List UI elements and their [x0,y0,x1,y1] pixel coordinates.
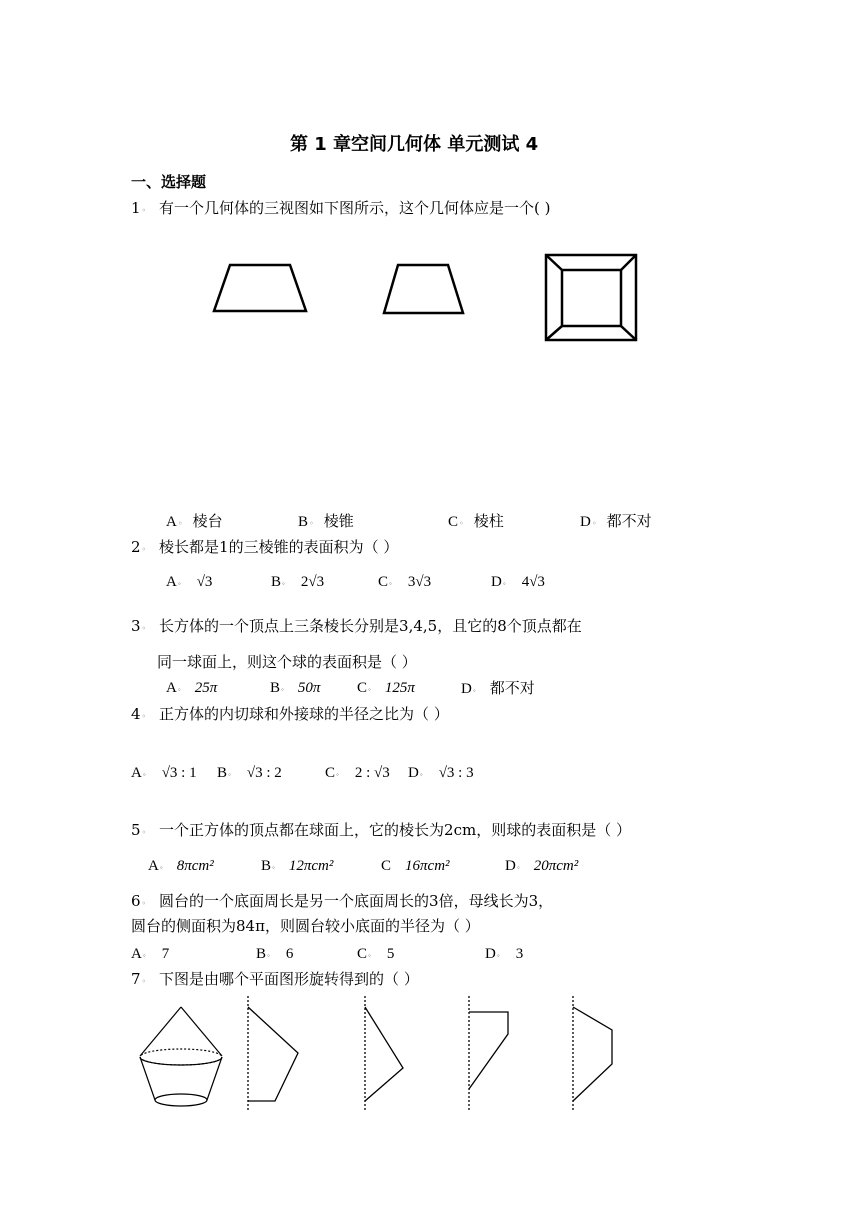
question-6-line-2: 圆台的侧面积为84π，则圆台较小底面的半径为（ ） [131,917,480,935]
question-3-line-2: 同一球面上，则这个球的表面积是（ ） [157,653,417,671]
option-c[interactable]: C◦ 2 : √3 [325,765,390,781]
question-number: 7 [131,970,141,988]
option-b[interactable]: B◦ 棱锥 [298,512,354,530]
question-4: 4◦ 正方体的内切球和外接球的半径之比为（ ） [131,705,449,723]
plane-figure-4 [573,996,612,1112]
section-heading: 一、选择题 [131,173,207,191]
solid-of-revolution [140,1007,222,1106]
option-d[interactable]: D◦ 3 [485,946,524,962]
option-b[interactable]: B◦ 12πcm² [261,858,334,874]
question-7: 7◦ 下图是由哪个平面图形旋转得到的（ ） [131,970,419,988]
question-stem: 下图是由哪个平面图形旋转得到的（ ） [159,970,419,988]
question-number: 6 [131,892,141,910]
option-d[interactable]: D◦ 都不对 [461,679,535,697]
option-b[interactable]: B◦ 2√3 [271,574,325,590]
option-a[interactable]: A◦ 7 [131,946,170,962]
question-number: 3 [131,617,141,635]
question-number: 4 [131,705,141,723]
question-stem: 棱长都是1的三棱锥的表面积为（ ） [159,538,399,556]
option-d[interactable]: D◦ 20πcm² [505,858,579,874]
option-a[interactable]: A◦ 8πcm² [148,858,214,874]
question-stem: 一个正方体的顶点都在球面上，它的棱长为2cm，则球的表面积是（ ） [159,821,631,839]
question-stem: 长方体的一个顶点上三条棱长分别是3,4,5，且它的8个顶点都在 [159,617,582,635]
option-c[interactable]: C◦ 125π [357,680,415,696]
option-a[interactable]: A◦ 棱台 [166,512,223,530]
question-3: 3◦ 长方体的一个顶点上三条棱长分别是3,4,5，且它的8个顶点都在 [131,617,582,635]
option-c[interactable]: C◦ 棱柱 [448,512,504,530]
option-c[interactable]: C◦ 5 [357,946,395,962]
plane-figure-1 [248,996,298,1112]
option-d[interactable]: D◦ √3 : 3 [408,765,474,781]
option-b[interactable]: B◦ 6 [256,946,294,962]
question-number: 2 [131,538,141,556]
plane-figure-3 [469,996,508,1112]
question-stem: 正方体的内切球和外接球的半径之比为（ ） [159,705,449,723]
question-5: 5◦ 一个正方体的顶点都在球面上，它的棱长为2cm，则球的表面积是（ ） [131,821,631,839]
option-c[interactable]: C 16πcm² [381,858,450,874]
option-a[interactable]: A◦ 25π [166,680,218,696]
option-d[interactable]: D◦ 都不对 [580,512,652,530]
question-1: 1◦ 有一个几何体的三视图如下图所示，这个几何体应是一个( ) [131,199,551,217]
option-d[interactable]: D◦ 4√3 [491,574,545,590]
page-title: 第 1 章空间几何体 单元测试 4 [290,134,539,155]
question-number: 1 [131,199,141,217]
question-stem: 有一个几何体的三视图如下图所示，这个几何体应是一个( ) [159,199,551,217]
option-a[interactable]: A◦ √3 : 1 [131,765,197,781]
option-c[interactable]: C◦ 3√3 [378,574,432,590]
question-stem: 圆台的一个底面周长是另一个底面周长的3倍，母线长为3， [159,892,554,910]
question-number: 5 [131,821,141,839]
option-a[interactable]: A◦ √3 [166,574,213,590]
option-b[interactable]: B◦ 50π [270,680,321,696]
question-6: 6◦ 圆台的一个底面周长是另一个底面周长的3倍，母线长为3， [131,892,554,910]
option-b[interactable]: B◦ √3 : 2 [217,765,282,781]
plane-figure-2 [365,996,403,1112]
question-2: 2◦ 棱长都是1的三棱锥的表面积为（ ） [131,538,399,556]
